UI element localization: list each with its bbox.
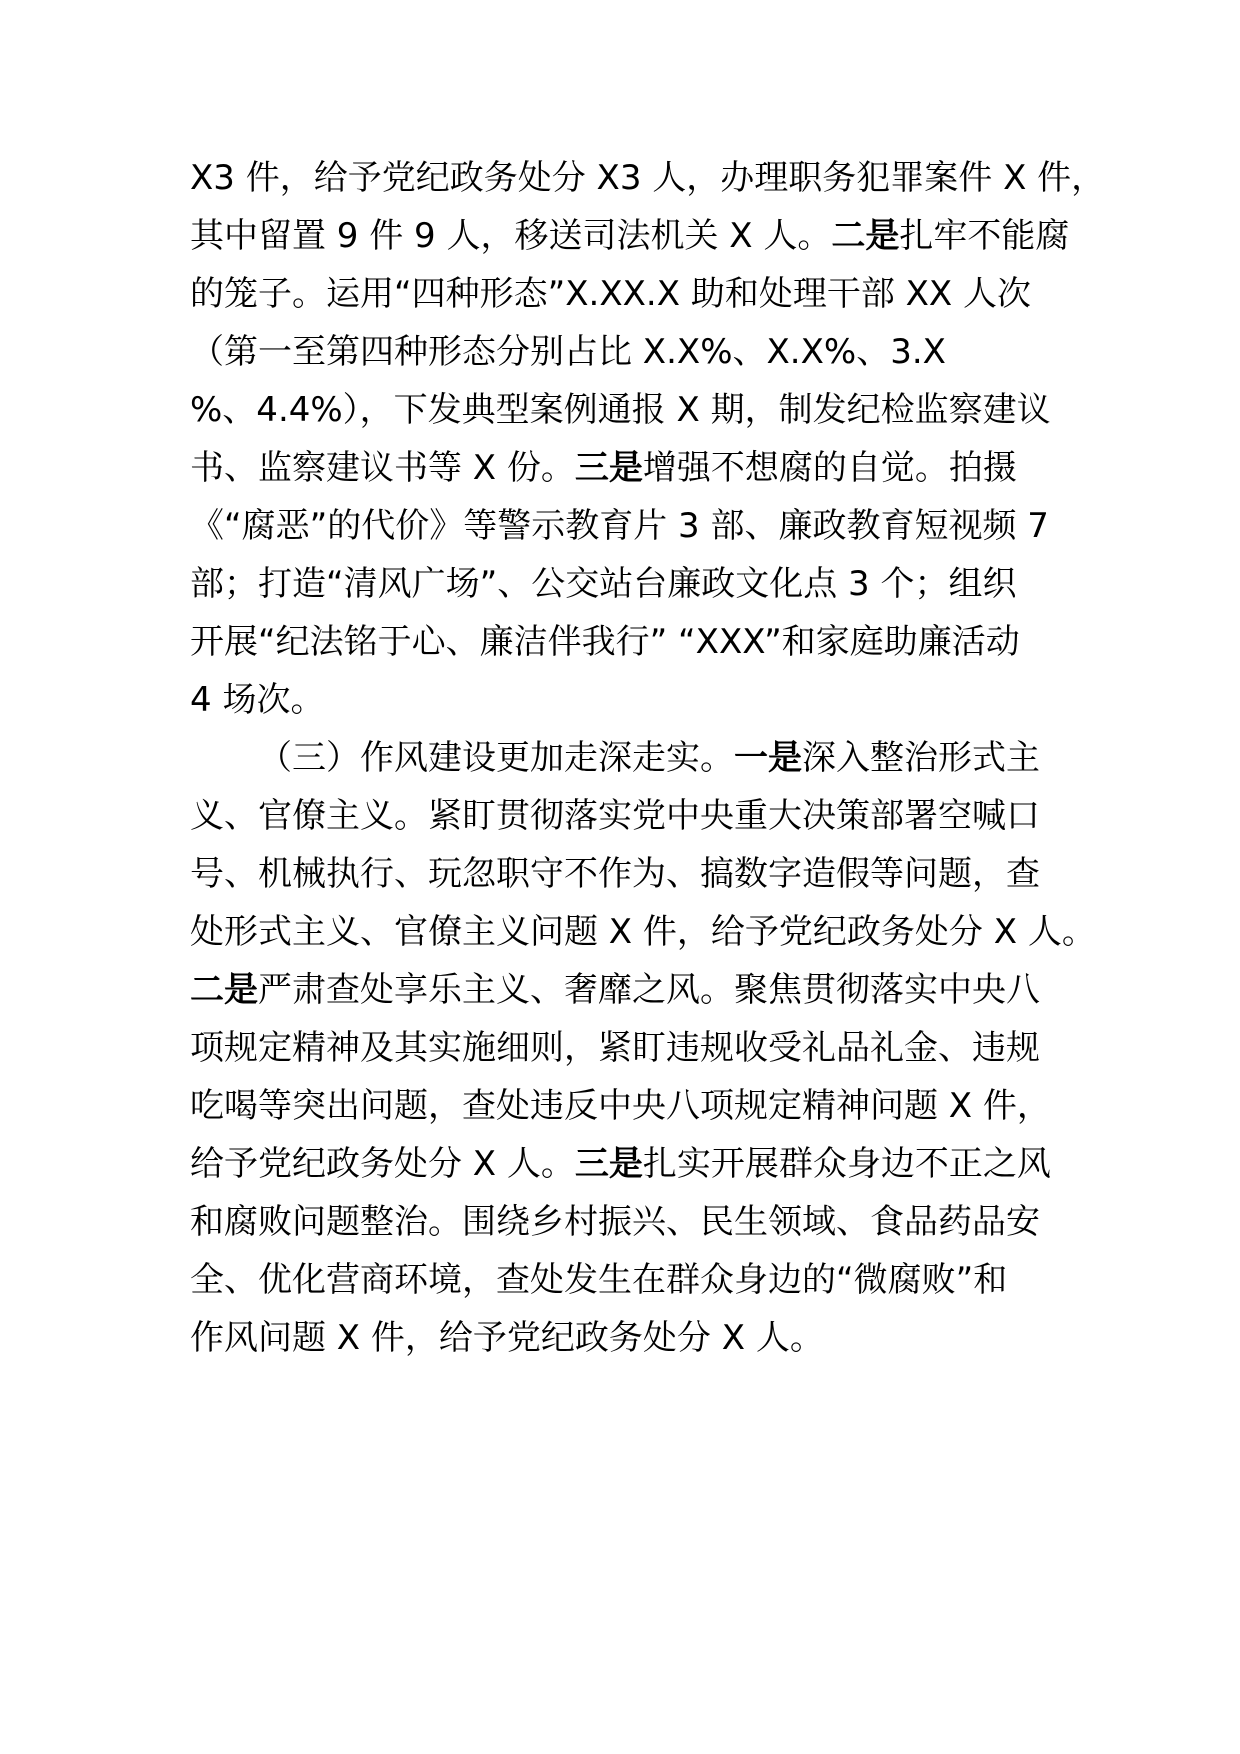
text-segment: 增强不想腐的自觉。拍摄 bbox=[642, 448, 1017, 488]
text-line bbox=[190, 1248, 1007, 1312]
text-segment: 作风问题 X 件，给予党纪政务处分 X 人。 bbox=[190, 1318, 824, 1358]
text-segment: X3 件，给予党纪政务处分 X3 人，办理职务犯罪案件 X 件， bbox=[190, 158, 1106, 198]
text-line bbox=[190, 1074, 1051, 1138]
text-line bbox=[190, 1190, 1040, 1254]
text-segment: 扎实开展群众身边不正之风 bbox=[642, 1144, 1051, 1184]
text-line bbox=[190, 494, 1049, 558]
text-segment-bold: 一是 bbox=[734, 738, 802, 778]
text-line bbox=[190, 436, 1017, 500]
text-line bbox=[190, 784, 1040, 848]
paragraph-first-line bbox=[258, 726, 1040, 790]
text-segment: 项规定精神及其实施细则，紧盯违规收受礼品礼金、违规 bbox=[190, 1028, 1040, 1068]
text-line bbox=[190, 204, 1069, 268]
text-segment-bold: 三是 bbox=[574, 1144, 643, 1184]
text-segment-bold: 二是 bbox=[831, 216, 900, 256]
text-line bbox=[190, 900, 1096, 964]
text-segment: 处形式主义、官僚主义问题 X 件，给予党纪政务处分 X 人。 bbox=[190, 912, 1096, 952]
text-segment: （第一至第四种形态分别占比 X.X%、X.X%、3.X bbox=[190, 332, 946, 372]
text-line bbox=[190, 1132, 1051, 1196]
text-segment: （三）作风建设更加走深走实。 bbox=[258, 738, 734, 778]
text-segment: 扎牢不能腐 bbox=[899, 216, 1070, 256]
text-segment: 书、监察建议书等 X 份。 bbox=[190, 448, 575, 488]
text-segment: %、4.4%），下发典型案例通报 X 期，制发纪检监察建议 bbox=[190, 390, 1051, 430]
text-line bbox=[190, 262, 1031, 326]
text-segment-bold: 二是 bbox=[190, 970, 258, 1010]
text-segment: 其中留置 9 件 9 人，移送司法机关 X 人。 bbox=[190, 216, 832, 256]
text-segment: 义、官僚主义。紧盯贯彻落实党中央重大决策部署空喊口 bbox=[190, 796, 1040, 836]
text-segment: 部；打造“清风广场”、公交站台廉政文化点 3 个；组织 bbox=[190, 564, 1017, 604]
text-segment: 开展“纪法铭于心、廉洁伴我行” “XXX”和家庭助廉活动 bbox=[190, 622, 1020, 662]
text-segment: 的笼子。运用“四种形态”X.XX.X 助和处理干部 XX 人次 bbox=[190, 274, 1032, 314]
text-line bbox=[190, 552, 1016, 616]
text-line bbox=[190, 958, 1040, 1022]
text-segment: 4 场次。 bbox=[190, 680, 325, 720]
text-line bbox=[190, 610, 1020, 674]
text-segment: 和腐败问题整治。围绕乡村振兴、民生领域、食品药品安 bbox=[190, 1202, 1040, 1242]
text-segment: 严肃查处享乐主义、奢靡之风。聚焦贯彻落实中央八 bbox=[258, 970, 1040, 1010]
text-segment-bold: 三是 bbox=[574, 448, 643, 488]
text-segment: 吃喝等突出问题，查处违反中央八项规定精神问题 X 件， bbox=[190, 1086, 1051, 1126]
text-line bbox=[190, 1016, 1040, 1080]
text-line bbox=[190, 146, 1105, 210]
text-line bbox=[190, 320, 946, 384]
text-segment: 深入整治形式主 bbox=[802, 738, 1040, 778]
text-segment: 给予党纪政务处分 X 人。 bbox=[190, 1144, 575, 1184]
text-segment: 号、机械执行、玩忽职守不作为、搞数字造假等问题，查 bbox=[190, 854, 1040, 894]
text-line bbox=[190, 378, 1051, 442]
text-line bbox=[190, 1306, 824, 1370]
text-line bbox=[190, 842, 1040, 906]
text-segment: 全、优化营商环境，查处发生在群众身边的“微腐败”和 bbox=[190, 1260, 1008, 1300]
text-segment: 《“腐恶”的代价》等警示教育片 3 部、廉政教育短视频 7 bbox=[190, 506, 1049, 546]
text-line bbox=[190, 668, 324, 732]
